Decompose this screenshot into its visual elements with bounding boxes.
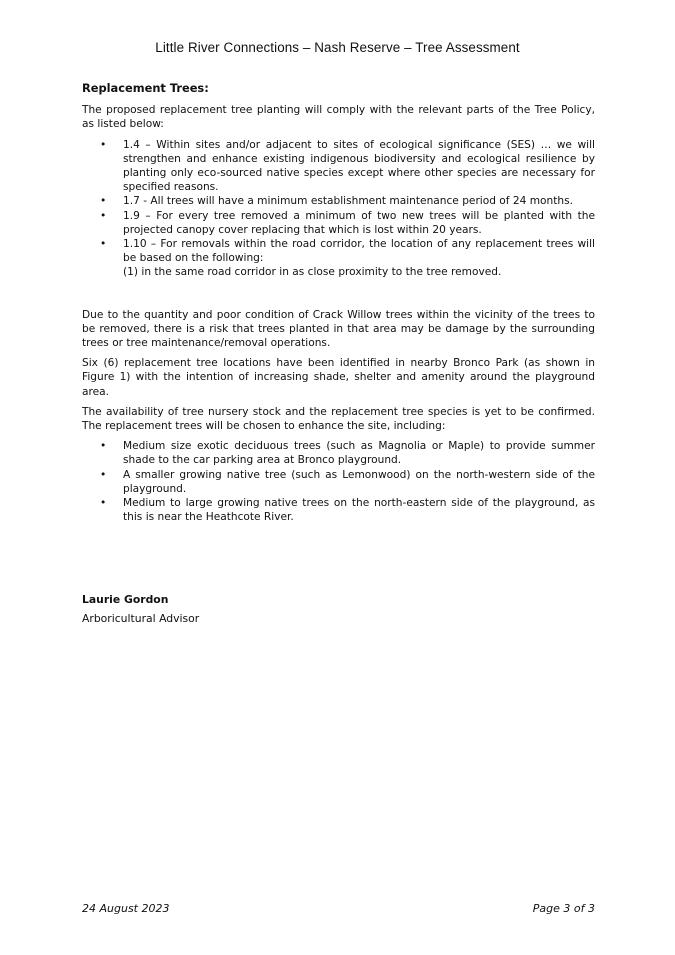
bullet-icon: • (100, 195, 107, 208)
risk-paragraph: Due to the quantity and poor condition of Crack Willow trees within the vicinity of the trees to be removed, there is a risk that trees planted in that area may be damage by the surrounding trees or tree maintenance/removal operations. (82, 308, 595, 350)
signatory-name: Laurie Gordon (82, 593, 169, 606)
footer-date: 24 August 2023 (82, 902, 170, 915)
list-item-text: Medium to large growing native trees on the north-eastern side of the playground, as this is near the Heathcote River. (123, 497, 595, 524)
document-body (82, 81, 595, 530)
list-item-subline: (1) in the same road corridor in as close proximity to the tree removed. (123, 266, 502, 279)
signature-block (82, 593, 199, 626)
list-item-text: 1.10 – For removals within the road corridor, the location of any replacement trees will be based on the following: (123, 238, 595, 265)
availability-paragraph: The availability of tree nursery stock and the replacement tree species is yet to be confirmed. The replacement trees will be chosen to enhance the site, including: (82, 405, 595, 433)
bullet-icon: • (100, 440, 107, 453)
bullet-icon: • (100, 238, 107, 251)
signatory-role: Arboricultural Advisor (82, 612, 200, 625)
intro-paragraph: The proposed replacement tree planting will comply with the relevant parts of the Tree Policy, as listed below: (82, 104, 595, 131)
list-item (82, 237, 595, 280)
footer-page-number: Page 3 of 3 (532, 902, 595, 915)
list-item (82, 496, 595, 524)
list-item (82, 439, 595, 467)
list-item (82, 138, 595, 195)
list-item (82, 194, 595, 208)
bullet-icon: • (100, 209, 107, 222)
page-header: Little River Connections – Nash Reserve – Tree Assessment (155, 40, 520, 55)
locations-paragraph: Six (6) replacement tree locations have been identified in nearby Bronco Park (as shown in Figure 1) with the intention of increasing shade, shelter and amenity around the playground area. (82, 357, 595, 398)
bullet-icon: • (100, 497, 107, 510)
spacer (82, 286, 595, 308)
bullet-icon: • (100, 138, 107, 151)
list-item-text: 1.4 – Within sites and/or adjacent to sites of ecological significance (SES) … we will strengthen and enhance existing indigenous biodiversity and ecological resilience by planting only eco-sourced native species except where other species are necessary for specified reasons. (123, 138, 595, 194)
species-list (82, 439, 595, 524)
section-heading: Replacement Trees: (82, 81, 209, 95)
bullet-icon: • (100, 468, 107, 481)
policy-list (82, 138, 595, 280)
list-item (82, 468, 595, 496)
list-item-text: Medium size exotic deciduous trees (such as Magnolia or Maple) to provide summer shade to the car parking area at Bronco playground. (123, 440, 595, 467)
list-item (82, 209, 595, 237)
list-item-text: A smaller growing native tree (such as Lemonwood) on the north-western side of the playground. (123, 468, 595, 495)
list-item-text: 1.9 – For every tree removed a minimum of two new trees will be planted with the projected canopy cover replacing that which is lost within 20 years. (123, 209, 595, 236)
list-item-text: 1.7 - All trees will have a minimum establishment maintenance period of 24 months. (123, 195, 574, 208)
